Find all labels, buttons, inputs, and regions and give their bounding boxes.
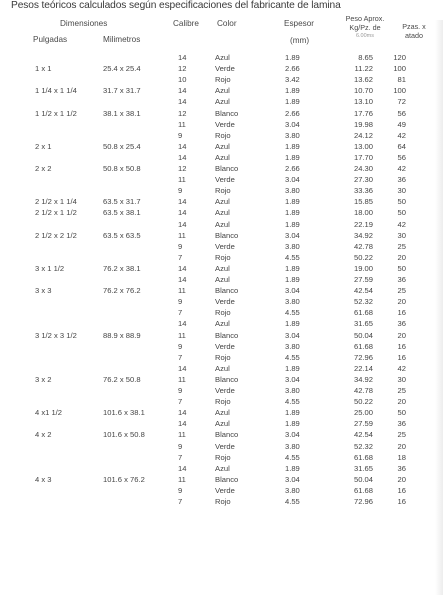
header-espesor: Espesor bbox=[284, 19, 315, 28]
cell-color: Verde bbox=[215, 119, 235, 129]
cell-pulgadas: 2 1/2 x 2 1/2 bbox=[35, 230, 77, 240]
cell-calibre: 9 bbox=[178, 441, 183, 451]
table-row bbox=[0, 331, 443, 342]
cell-espesor: 4.55 bbox=[285, 352, 300, 362]
cell-espesor: 4.55 bbox=[285, 497, 300, 506]
table-row bbox=[0, 164, 443, 175]
cell-calibre: 14 bbox=[178, 141, 187, 151]
table-row bbox=[0, 364, 443, 375]
cell-calibre: 9 bbox=[178, 241, 183, 251]
cell-pulgadas: 2 x 2 bbox=[35, 164, 52, 173]
cell-peso: 42.78 bbox=[353, 386, 373, 395]
table-row bbox=[0, 109, 443, 120]
cell-milimetros: 63.5 x 38.1 bbox=[103, 208, 141, 218]
table-row bbox=[0, 286, 443, 297]
cell-pzas: 25 bbox=[397, 241, 406, 251]
cell-calibre: 11 bbox=[178, 374, 186, 384]
cell-pulgadas: 1 x 1 bbox=[35, 64, 52, 74]
cell-milimetros: 50.8 x 50.8 bbox=[103, 164, 141, 173]
cell-milimetros: 101.6 x 76.2 bbox=[103, 474, 145, 484]
cell-calibre: 14 bbox=[178, 208, 187, 218]
cell-espesor: 1.89 bbox=[285, 197, 300, 207]
cell-espesor: 1.89 bbox=[285, 53, 300, 62]
header-dimensiones: Dimensiones bbox=[60, 19, 108, 28]
cell-pulgadas: 3 1/2 x 3 1/2 bbox=[35, 330, 77, 340]
cell-espesor: 3.80 bbox=[285, 130, 300, 140]
cell-pulgadas: 3 x 2 bbox=[35, 374, 52, 384]
cell-pzas: 18 bbox=[397, 452, 406, 462]
cell-color: Azul bbox=[215, 97, 230, 107]
cell-peso: 27.59 bbox=[353, 275, 373, 284]
cell-peso: 13.00 bbox=[353, 141, 373, 151]
cell-milimetros: 101.6 x 50.8 bbox=[103, 430, 145, 440]
header-calibre: Calibre bbox=[173, 19, 199, 28]
cell-pzas: 16 bbox=[397, 341, 406, 351]
cell-color: Azul bbox=[215, 197, 230, 207]
cell-espesor: 1.89 bbox=[285, 97, 300, 107]
cell-calibre: 9 bbox=[178, 485, 183, 495]
cell-peso: 61.68 bbox=[353, 485, 373, 495]
cell-pulgadas: 4 x1 1/2 bbox=[35, 408, 63, 418]
cell-espesor: 1.89 bbox=[285, 419, 300, 429]
cell-peso: 17.70 bbox=[353, 152, 373, 162]
table-row bbox=[0, 464, 443, 475]
cell-color: Azul bbox=[215, 86, 230, 96]
cell-peso: 50.04 bbox=[353, 330, 373, 340]
cell-peso: 50.22 bbox=[353, 252, 373, 262]
cell-calibre: 7 bbox=[178, 252, 183, 262]
cell-color: Rojo bbox=[215, 186, 231, 196]
header-color: Color bbox=[217, 19, 237, 28]
cell-calibre: 7 bbox=[178, 308, 183, 318]
cell-milimetros: 76.2 x 76.2 bbox=[103, 286, 141, 296]
cell-pzas: 50 bbox=[397, 197, 406, 207]
header-pzas-line2: atado bbox=[405, 31, 423, 40]
table-row bbox=[0, 231, 443, 242]
cell-calibre: 7 bbox=[178, 497, 183, 506]
table-row bbox=[0, 131, 443, 142]
cell-pzas: 36 bbox=[397, 275, 406, 284]
cell-pzas: 72 bbox=[397, 97, 406, 107]
cell-peso: 11.22 bbox=[354, 64, 373, 74]
cell-peso: 61.68 bbox=[353, 341, 373, 351]
table-row bbox=[0, 264, 443, 275]
cell-pzas: 56 bbox=[397, 108, 406, 118]
table-row bbox=[0, 297, 443, 308]
table-row bbox=[0, 475, 443, 486]
cell-calibre: 9 bbox=[178, 297, 183, 307]
cell-color: Rojo bbox=[215, 497, 231, 506]
cell-color: Azul bbox=[215, 152, 230, 162]
cell-color: Blanco bbox=[215, 230, 239, 240]
cell-color: Verde bbox=[215, 297, 235, 307]
table-row bbox=[0, 375, 443, 386]
cell-espesor: 1.89 bbox=[285, 219, 300, 229]
cell-pzas: 50 bbox=[397, 408, 406, 418]
cell-pzas: 36 bbox=[397, 419, 406, 429]
cell-pzas: 100 bbox=[393, 86, 406, 96]
cell-color: Azul bbox=[215, 275, 230, 284]
cell-color: Azul bbox=[215, 419, 230, 429]
cell-color: Blanco bbox=[215, 108, 239, 118]
cell-pzas: 30 bbox=[397, 230, 406, 240]
cell-pzas: 20 bbox=[397, 397, 406, 407]
cell-color: Verde bbox=[215, 241, 235, 251]
cell-pzas: 20 bbox=[397, 330, 406, 340]
table-row bbox=[0, 486, 443, 497]
cell-calibre: 11 bbox=[178, 230, 186, 240]
cell-color: Verde bbox=[215, 341, 235, 351]
cell-calibre: 14 bbox=[178, 463, 187, 473]
cell-calibre: 9 bbox=[178, 386, 183, 395]
cell-peso: 34.92 bbox=[353, 374, 373, 384]
cell-color: Rojo bbox=[215, 308, 231, 318]
cell-espesor: 3.80 bbox=[285, 441, 300, 451]
cell-peso: 24.30 bbox=[353, 164, 373, 173]
table-row bbox=[0, 97, 443, 108]
cell-calibre: 14 bbox=[178, 97, 187, 107]
cell-peso: 52.32 bbox=[353, 297, 373, 307]
cell-calibre: 9 bbox=[178, 130, 183, 140]
cell-espesor: 3.42 bbox=[285, 75, 300, 85]
cell-pzas: 20 bbox=[397, 474, 406, 484]
cell-espesor: 3.80 bbox=[285, 241, 300, 251]
cell-color: Verde bbox=[215, 441, 235, 451]
table-row bbox=[0, 442, 443, 453]
cell-espesor: 3.80 bbox=[285, 186, 300, 196]
cell-pzas: 81 bbox=[397, 75, 406, 85]
cell-espesor: 3.04 bbox=[285, 374, 300, 384]
cell-color: Azul bbox=[215, 53, 230, 62]
cell-color: Blanco bbox=[215, 430, 239, 440]
cell-espesor: 3.04 bbox=[285, 474, 300, 484]
cell-calibre: 12 bbox=[178, 164, 187, 173]
cell-pzas: 50 bbox=[397, 208, 406, 218]
cell-pzas: 50 bbox=[397, 263, 406, 273]
table-row bbox=[0, 175, 443, 186]
cell-pzas: 30 bbox=[397, 374, 406, 384]
cell-calibre: 11 bbox=[178, 119, 186, 129]
cell-color: Rojo bbox=[215, 397, 231, 407]
cell-espesor: 1.89 bbox=[285, 319, 300, 329]
cell-pzas: 36 bbox=[397, 175, 406, 185]
cell-calibre: 14 bbox=[178, 275, 187, 284]
cell-peso: 42.78 bbox=[353, 241, 373, 251]
cell-peso: 42.54 bbox=[353, 430, 373, 440]
cell-pulgadas: 3 x 3 bbox=[35, 286, 52, 296]
cell-calibre: 14 bbox=[178, 53, 187, 62]
cell-pzas: 30 bbox=[397, 186, 406, 196]
cell-peso: 72.96 bbox=[353, 352, 373, 362]
cell-pzas: 100 bbox=[393, 64, 406, 74]
cell-pulgadas: 4 x 2 bbox=[35, 430, 52, 440]
cell-color: Azul bbox=[215, 319, 230, 329]
cell-calibre: 11 bbox=[178, 430, 186, 440]
cell-milimetros: 63.5 x 31.7 bbox=[103, 197, 141, 207]
cell-espesor: 2.66 bbox=[285, 164, 300, 173]
cell-peso: 24.12 bbox=[353, 130, 373, 140]
cell-peso: 8.65 bbox=[358, 53, 373, 62]
page-edge-shadow bbox=[435, 20, 443, 595]
table-row bbox=[0, 64, 443, 75]
cell-peso: 13.10 bbox=[353, 97, 373, 107]
cell-espesor: 1.89 bbox=[285, 141, 300, 151]
cell-calibre: 7 bbox=[178, 452, 183, 462]
cell-color: Azul bbox=[215, 408, 230, 418]
cell-espesor: 4.55 bbox=[285, 452, 300, 462]
cell-calibre: 10 bbox=[178, 75, 187, 85]
cell-color: Azul bbox=[215, 263, 230, 273]
table-row bbox=[0, 275, 443, 286]
cell-peso: 19.00 bbox=[353, 263, 373, 273]
table-row bbox=[0, 319, 443, 330]
table-row bbox=[0, 408, 443, 419]
cell-espesor: 3.80 bbox=[285, 297, 300, 307]
table-row bbox=[0, 386, 443, 397]
cell-pulgadas: 1 1/2 x 1 1/2 bbox=[35, 108, 77, 118]
cell-calibre: 11 bbox=[178, 330, 186, 340]
cell-calibre: 11 bbox=[178, 474, 186, 484]
cell-color: Azul bbox=[215, 141, 230, 151]
table-row bbox=[0, 120, 443, 131]
cell-espesor: 1.89 bbox=[285, 408, 300, 418]
table-row bbox=[0, 197, 443, 208]
cell-peso: 61.68 bbox=[353, 452, 373, 462]
table-row bbox=[0, 308, 443, 319]
cell-calibre: 7 bbox=[178, 397, 183, 407]
table-row bbox=[0, 208, 443, 219]
cell-pulgadas: 2 1/2 x 1 1/2 bbox=[35, 208, 77, 218]
cell-espesor: 2.66 bbox=[285, 64, 300, 74]
cell-pzas: 36 bbox=[397, 463, 406, 473]
cell-espesor: 3.80 bbox=[285, 485, 300, 495]
cell-pzas: 64 bbox=[397, 141, 406, 151]
cell-pzas: 20 bbox=[397, 441, 406, 451]
cell-peso: 15.85 bbox=[353, 197, 373, 207]
table-row bbox=[0, 242, 443, 253]
table-row bbox=[0, 353, 443, 364]
cell-milimetros: 50.8 x 25.4 bbox=[103, 141, 141, 151]
cell-espesor: 1.89 bbox=[285, 86, 300, 96]
cell-peso: 33.36 bbox=[353, 186, 373, 196]
table-row bbox=[0, 142, 443, 153]
cell-espesor: 3.80 bbox=[285, 386, 300, 395]
cell-peso: 27.30 bbox=[353, 175, 373, 185]
cell-calibre: 14 bbox=[178, 152, 187, 162]
cell-calibre: 14 bbox=[178, 319, 187, 329]
header-peso-line2: Kg/Pz. de bbox=[349, 23, 381, 32]
cell-color: Verde bbox=[215, 485, 235, 495]
cell-espesor: 1.89 bbox=[285, 263, 300, 273]
cell-milimetros: 38.1 x 38.1 bbox=[103, 108, 141, 118]
cell-calibre: 11 bbox=[178, 286, 186, 296]
cell-color: Blanco bbox=[215, 374, 239, 384]
cell-peso: 22.19 bbox=[353, 219, 373, 229]
cell-color: Azul bbox=[215, 463, 230, 473]
cell-pulgadas: 1 1/4 x 1 1/4 bbox=[35, 86, 77, 96]
table-row bbox=[0, 75, 443, 86]
table-row bbox=[0, 186, 443, 197]
cell-pzas: 25 bbox=[397, 386, 406, 395]
cell-color: Rojo bbox=[215, 75, 231, 85]
cell-milimetros: 31.7 x 31.7 bbox=[103, 86, 141, 96]
cell-espesor: 3.04 bbox=[285, 286, 300, 296]
table-row bbox=[0, 430, 443, 441]
cell-peso: 13.62 bbox=[353, 75, 373, 85]
cell-espesor: 3.04 bbox=[285, 175, 300, 185]
cell-peso: 42.54 bbox=[353, 286, 373, 296]
cell-peso: 50.22 bbox=[353, 397, 373, 407]
cell-pzas: 20 bbox=[397, 297, 406, 307]
cell-espesor: 4.55 bbox=[285, 308, 300, 318]
cell-pulgadas: 3 x 1 1/2 bbox=[35, 263, 65, 273]
cell-peso: 50.04 bbox=[353, 474, 373, 484]
cell-milimetros: 76.2 x 38.1 bbox=[103, 263, 141, 273]
cell-peso: 52.32 bbox=[353, 441, 373, 451]
cell-pzas: 49 bbox=[397, 119, 406, 129]
cell-calibre: 11 bbox=[178, 175, 186, 185]
cell-milimetros: 25.4 x 25.4 bbox=[103, 64, 141, 74]
cell-calibre: 14 bbox=[178, 408, 187, 418]
cell-peso: 61.68 bbox=[353, 308, 373, 318]
cell-pzas: 42 bbox=[397, 164, 406, 173]
cell-pzas: 36 bbox=[397, 319, 406, 329]
cell-espesor: 1.89 bbox=[285, 275, 300, 284]
cell-calibre: 9 bbox=[178, 186, 183, 196]
cell-pzas: 16 bbox=[397, 497, 406, 506]
cell-pulgadas: 2 1/2 x 1 1/4 bbox=[35, 197, 77, 207]
cell-color: Verde bbox=[215, 64, 235, 74]
cell-color: Rojo bbox=[215, 252, 231, 262]
table-row bbox=[0, 497, 443, 508]
cell-calibre: 14 bbox=[178, 197, 187, 207]
cell-color: Rojo bbox=[215, 352, 231, 362]
cell-color: Verde bbox=[215, 386, 235, 395]
cell-calibre: 14 bbox=[178, 86, 187, 96]
cell-peso: 18.00 bbox=[353, 208, 373, 218]
cell-espesor: 3.04 bbox=[285, 119, 300, 129]
cell-color: Verde bbox=[215, 175, 235, 185]
cell-milimetros: 63.5 x 63.5 bbox=[103, 230, 141, 240]
header-peso-line3: 6.00ms bbox=[355, 33, 375, 39]
cell-color: Azul bbox=[215, 219, 230, 229]
cell-pzas: 42 bbox=[397, 363, 406, 373]
cell-calibre: 7 bbox=[178, 352, 183, 362]
cell-peso: 17.76 bbox=[353, 108, 373, 118]
cell-peso: 72.96 bbox=[353, 497, 373, 506]
cell-espesor: 4.55 bbox=[285, 252, 300, 262]
cell-pzas: 42 bbox=[397, 219, 406, 229]
cell-milimetros: 76.2 x 50.8 bbox=[103, 374, 141, 384]
cell-pzas: 42 bbox=[397, 130, 406, 140]
cell-pzas: 16 bbox=[397, 485, 406, 495]
cell-peso: 31.65 bbox=[353, 463, 373, 473]
table-row bbox=[0, 419, 443, 430]
cell-peso: 22.14 bbox=[353, 363, 373, 373]
header-pzas-line1: Pzas. x bbox=[402, 22, 426, 31]
cell-pzas: 120 bbox=[393, 53, 406, 62]
cell-peso: 34.92 bbox=[353, 230, 373, 240]
cell-espesor: 2.66 bbox=[285, 108, 300, 118]
cell-peso: 27.59 bbox=[353, 419, 373, 429]
header-pulgadas: Pulgadas bbox=[33, 35, 68, 44]
cell-pzas: 25 bbox=[397, 286, 406, 296]
header-milimetros: Milimetros bbox=[103, 35, 141, 44]
table-row bbox=[0, 342, 443, 353]
cell-milimetros: 88.9 x 88.9 bbox=[103, 330, 141, 340]
cell-color: Blanco bbox=[215, 286, 239, 296]
table-row bbox=[0, 220, 443, 231]
cell-color: Blanco bbox=[215, 164, 239, 173]
table-row bbox=[0, 397, 443, 408]
cell-peso: 19.98 bbox=[353, 119, 373, 129]
cell-pzas: 16 bbox=[397, 308, 406, 318]
cell-espesor: 1.89 bbox=[285, 463, 300, 473]
cell-espesor: 3.04 bbox=[285, 430, 300, 440]
cell-peso: 10.70 bbox=[353, 86, 373, 96]
cell-milimetros: 101.6 x 38.1 bbox=[103, 408, 145, 418]
cell-peso: 31.65 bbox=[353, 319, 373, 329]
cell-color: Blanco bbox=[215, 330, 239, 340]
cell-espesor: 1.89 bbox=[285, 363, 300, 373]
cell-espesor: 3.04 bbox=[285, 330, 300, 340]
cell-espesor: 4.55 bbox=[285, 397, 300, 407]
cell-espesor: 3.04 bbox=[285, 230, 300, 240]
cell-color: Rojo bbox=[215, 452, 231, 462]
cell-color: Azul bbox=[215, 363, 230, 373]
cell-pulgadas: 4 x 3 bbox=[35, 474, 52, 484]
document-title: Pesos teóricos calculados según especificaciones del fabricante de lamina bbox=[11, 0, 341, 11]
cell-peso: 25.00 bbox=[353, 408, 373, 418]
cell-pzas: 20 bbox=[397, 252, 406, 262]
cell-color: Blanco bbox=[215, 474, 239, 484]
cell-pulgadas: 2 x 1 bbox=[35, 141, 52, 151]
cell-calibre: 12 bbox=[178, 64, 187, 74]
table-row bbox=[0, 53, 443, 64]
cell-espesor: 1.89 bbox=[285, 208, 300, 218]
cell-calibre: 14 bbox=[178, 263, 187, 273]
cell-calibre: 14 bbox=[178, 219, 187, 229]
table-row bbox=[0, 253, 443, 264]
cell-color: Rojo bbox=[215, 130, 231, 140]
cell-espesor: 3.80 bbox=[285, 341, 300, 351]
cell-espesor: 1.89 bbox=[285, 152, 300, 162]
header-espesor-unit: (mm) bbox=[290, 36, 310, 45]
cell-pzas: 25 bbox=[397, 430, 406, 440]
cell-calibre: 9 bbox=[178, 341, 183, 351]
table-row bbox=[0, 453, 443, 464]
table-row bbox=[0, 86, 443, 97]
table-row bbox=[0, 153, 443, 164]
cell-pzas: 16 bbox=[397, 352, 406, 362]
cell-calibre: 14 bbox=[178, 419, 187, 429]
cell-calibre: 14 bbox=[178, 363, 187, 373]
cell-color: Azul bbox=[215, 208, 230, 218]
header-peso-line1: Peso Aprox. bbox=[345, 14, 385, 23]
cell-pzas: 56 bbox=[397, 152, 406, 162]
cell-calibre: 12 bbox=[178, 108, 187, 118]
